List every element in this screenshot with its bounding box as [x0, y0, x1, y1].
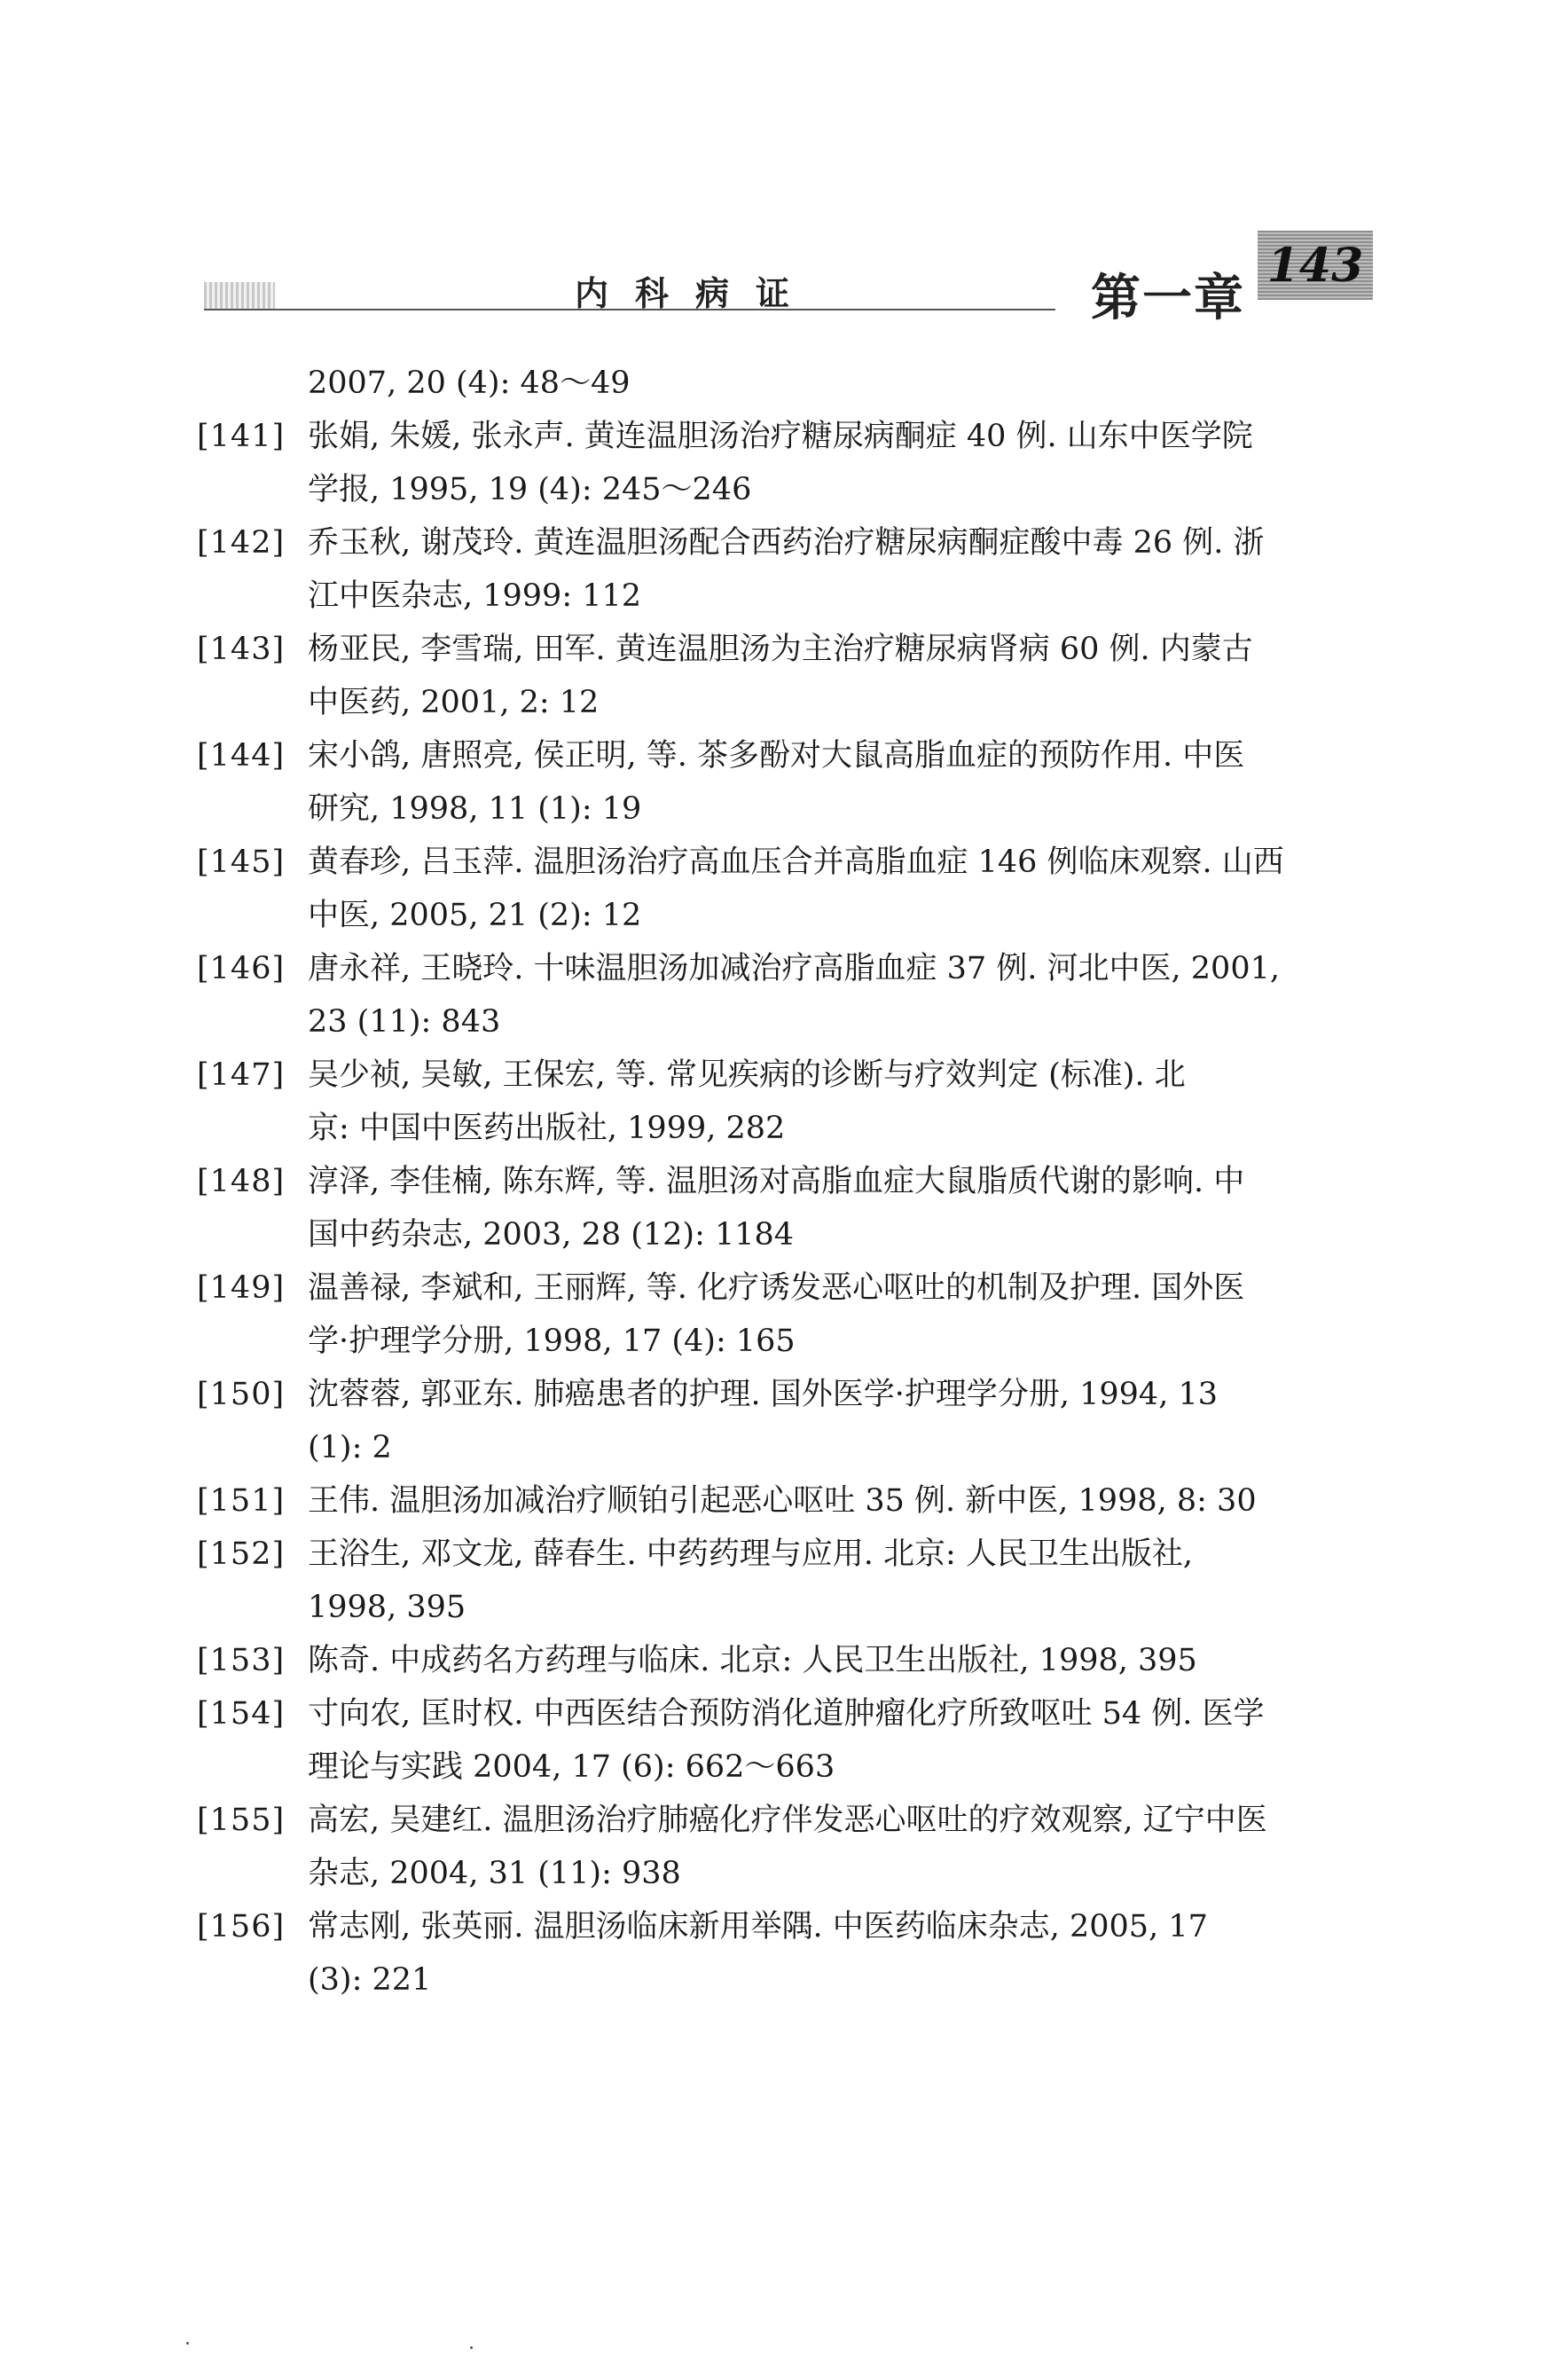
reference-entry [197, 942, 1368, 1049]
reference-number: [143] [197, 632, 286, 667]
reference-entry [197, 1634, 1368, 1687]
reference-continuation-line: 国中药杂志, 2003, 28 (12): 1184 [308, 1217, 795, 1253]
reference-entry [197, 1474, 1368, 1528]
reference-text: 王伟. 温胆汤加减治疗顺铂引起恶心呕吐 35 例. 新中医, 1998, 8: 30 [308, 1483, 1257, 1519]
scan-speck [470, 2346, 473, 2349]
reference-number: [151] [197, 1483, 286, 1519]
reference-entry [197, 836, 1368, 942]
reference-first-line [197, 623, 1368, 676]
reference-entry [197, 1155, 1368, 1261]
reference-first-line [197, 1368, 1368, 1421]
reference-text: 唐永祥, 王晓玲. 十味温胆汤加减治疗高脂血症 37 例. 河北中医, 2001, [308, 951, 1280, 986]
reference-entry [197, 729, 1368, 836]
reference-text: 乔玉秋, 谢茂玲. 黄连温胆汤配合西药治疗糖尿病酮症酸中毒 26 例. 浙 [308, 525, 1265, 561]
reference-first-line [197, 1634, 1368, 1687]
reference-number: [155] [197, 1803, 286, 1838]
reference-first-line [197, 729, 1368, 782]
reference-entry [197, 1794, 1368, 1900]
reference-continuation-line: 学报, 1995, 19 (4): 245～246 [308, 472, 752, 507]
reference-first-line [197, 516, 1368, 570]
reference-first-line [197, 1474, 1368, 1528]
reference-text: 吴少祯, 吴敏, 王保宏, 等. 常见疾病的诊断与疗效判定 (标准). 北 [308, 1057, 1186, 1093]
reference-text: 寸向农, 匡时权. 中西医结合预防消化道肿瘤化疗所致呕吐 54 例. 医学 [308, 1696, 1265, 1732]
reference-text: 王浴生, 邓文龙, 薛春生. 中药药理与应用. 北京: 人民卫生出版社, [308, 1536, 1194, 1572]
reference-first-line [197, 1794, 1368, 1847]
reference-continuation-line: (1): 2 [308, 1430, 392, 1465]
reference-text: 宋小鸽, 唐照亮, 侯正明, 等. 茶多酚对大鼠高脂血症的预防作用. 中医 [308, 738, 1245, 774]
reference-number: [148] [197, 1164, 286, 1199]
reference-continuation-line: 23 (11): 843 [308, 1004, 501, 1040]
reference-entry [197, 516, 1368, 623]
reference-number: [142] [197, 525, 286, 561]
reference-continuation-line: 学·护理学分册, 1998, 17 (4): 165 [308, 1324, 796, 1359]
page-number: 143 [1258, 231, 1373, 300]
scan-speck [186, 2342, 189, 2345]
reference-continuation-line: 中医, 2005, 21 (2): 12 [308, 898, 642, 933]
reference-entry [197, 1528, 1368, 1634]
reference-continuation-line: 中医药, 2001, 2: 12 [308, 685, 600, 720]
reference-number: [144] [197, 738, 286, 774]
reference-number: [145] [197, 845, 286, 880]
reference-first-line [197, 1528, 1368, 1581]
reference-first-line [197, 836, 1368, 889]
running-header [204, 213, 1384, 328]
reference-first-line [197, 1261, 1368, 1315]
reference-text: 张娟, 朱媛, 张永声. 黄连温胆汤治疗糖尿病酮症 40 例. 山东中医学院 [308, 419, 1253, 454]
reference-first-line [197, 410, 1368, 463]
reference-entry [197, 1687, 1368, 1794]
reference-text: 温善禄, 李斌和, 王丽辉, 等. 化疗诱发恶心呕吐的机制及护理. 国外医 [308, 1270, 1245, 1306]
reference-text: 陈奇. 中成药名方药理与临床. 北京: 人民卫生出版社, 1998, 395 [308, 1643, 1197, 1678]
reference-number: [149] [197, 1270, 286, 1306]
reference-first-line [197, 1900, 1368, 1953]
reference-text: 常志刚, 张英丽. 温胆汤临床新用举隅. 中医药临床杂志, 2005, 17 [308, 1909, 1208, 1945]
reference-entry [197, 1368, 1368, 1474]
reference-first-line [197, 1155, 1368, 1208]
reference-number: [153] [197, 1643, 286, 1678]
reference-continuation-line: 1998, 395 [308, 1590, 466, 1625]
continued-reference-line: 2007, 20 (4): 48～49 [308, 365, 631, 401]
reference-continuation-line: 江中医杂志, 1999: 112 [308, 578, 642, 614]
header-decoration [204, 282, 275, 309]
reference-number: [146] [197, 951, 286, 986]
reference-number: [150] [197, 1377, 286, 1412]
reference-continuation-line: 研究, 1998, 11 (1): 19 [308, 791, 642, 827]
reference-entry [197, 1900, 1368, 2007]
reference-continuation-line: 京: 中国中医药出版社, 1999, 282 [308, 1111, 786, 1146]
reference-entry [197, 1049, 1368, 1155]
reference-number: [154] [197, 1696, 286, 1732]
reference-entry [197, 410, 1368, 516]
section-title: 内科病证 [575, 274, 817, 313]
reference-number: [147] [197, 1057, 286, 1093]
reference-entry [197, 623, 1368, 729]
reference-number: [152] [197, 1536, 286, 1572]
reference-first-line [197, 1687, 1368, 1740]
reference-continuation-line: 理论与实践 2004, 17 (6): 662～663 [308, 1749, 835, 1785]
reference-text: 沈蓉蓉, 郭亚东. 肺癌患者的护理. 国外医学·护理学分册, 1994, 13 [308, 1377, 1218, 1412]
reference-text: 高宏, 吴建红. 温胆汤治疗肺癌化疗伴发恶心呕吐的疗效观察, 辽宁中医 [308, 1803, 1267, 1838]
chapter-title: 第一章 [1091, 270, 1245, 327]
reference-first-line [197, 942, 1368, 995]
reference-number: [141] [197, 419, 286, 454]
reference-continuation-line: (3): 221 [308, 1962, 432, 1998]
reference-list [197, 357, 1368, 2007]
reference-entry [197, 1261, 1368, 1368]
reference-text: 淳泽, 李佳楠, 陈东辉, 等. 温胆汤对高脂血症大鼠脂质代谢的影响. 中 [308, 1164, 1245, 1199]
reference-text: 杨亚民, 李雪瑞, 田军. 黄连温胆汤为主治疗糖尿病肾病 60 例. 内蒙古 [308, 632, 1253, 667]
reference-first-line [197, 1049, 1368, 1102]
reference-number: [156] [197, 1909, 286, 1945]
reference-text: 黄春珍, 吕玉萍. 温胆汤治疗高血压合并高脂血症 146 例临床观察. 山西 [308, 845, 1284, 880]
reference-continuation-line: 杂志, 2004, 31 (11): 938 [308, 1856, 681, 1891]
